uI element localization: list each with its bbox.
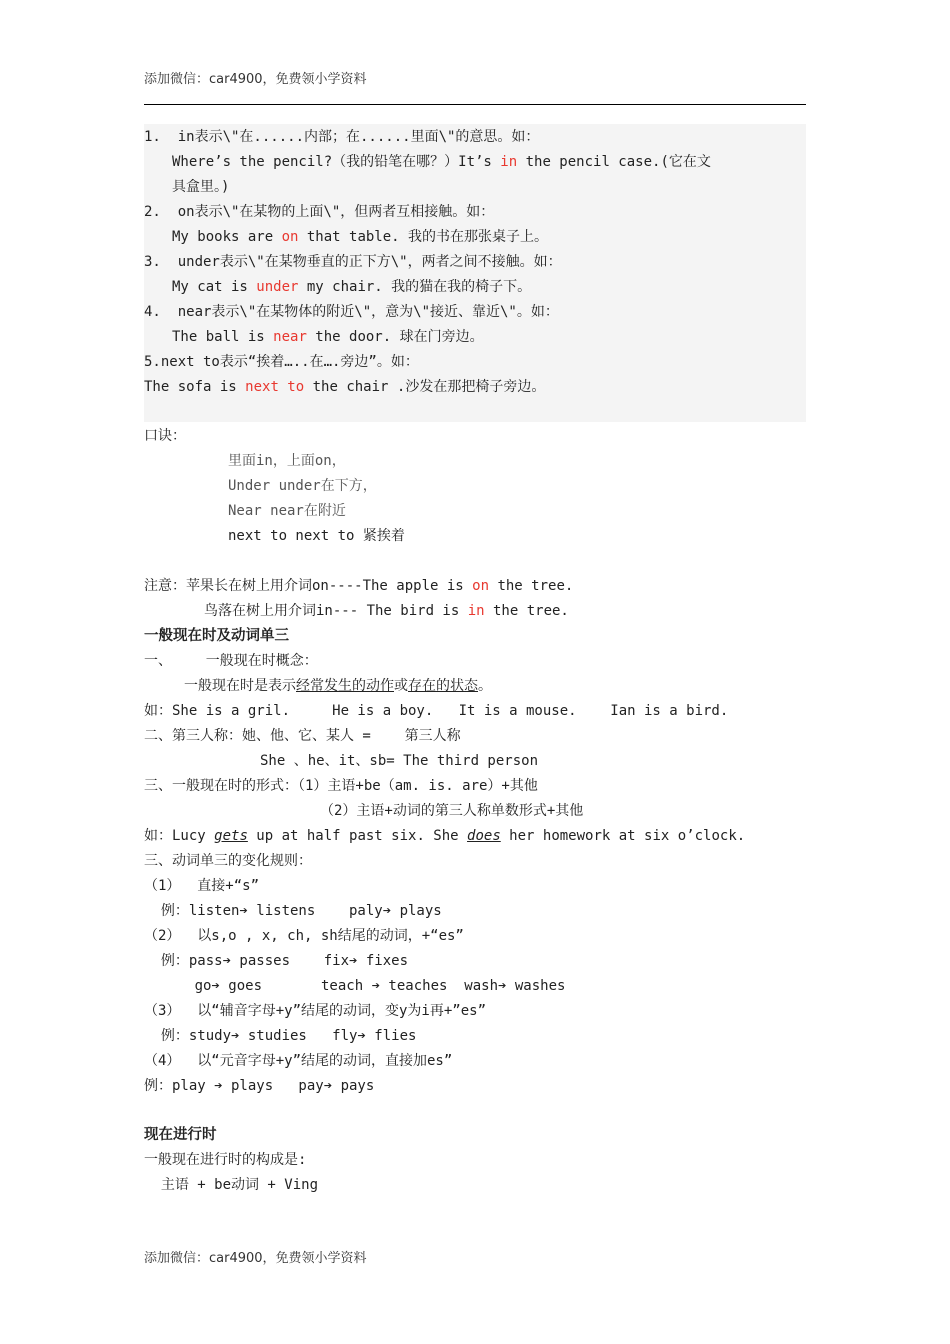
rule-1: （1） 直接+“s” [144,878,260,894]
present-simple-heading: 一般现在时及动词单三 [144,628,289,644]
highlight-next-to: next to [245,379,305,395]
rule-2: （2） 以s,o , x, ch, sh结尾的动词，+“es” [144,928,464,944]
item-in-title: 1. in表示\"在......内部；在......里面\"的意思。如： [144,129,540,145]
concept-examples: 如：She is a gril. He is a boy. It is a mouse. Ian is a bird. [144,703,729,719]
concept-definition: 一般现在时是表示经常发生的动作或存在的状态。 [184,678,492,694]
header-rule [144,104,806,105]
item-on-title: 2. on表示\"在某物的上面\"，但两者互相接触。如： [144,204,495,220]
note-bird: 鸟落在树上用介词in--- The bird is in the tree. [204,603,569,619]
rhyme-line: 里面in，上面on， [228,453,346,469]
item-in-example: Where’s the pencil?（我的铅笔在哪？）It’s in the pencil case.(它在文 [172,154,711,170]
rule-3-example: 例：study➔ studies fly➔ flies [144,1028,417,1044]
form-heading: 三、一般现在时的形式：（1）主语+be（am. is. are）+其他 [144,778,538,794]
rule-4: （4） 以“元音字母+y”结尾的动词，直接加es” [144,1053,453,1069]
header-watermark: 添加微信：car4900，免费领小学资料 [144,72,367,87]
present-continuous-heading: 现在进行时 [144,1127,217,1143]
item-under-title: 3. under表示\"在某物垂直的正下方\"，两者之间不接触。如： [144,254,562,270]
highlight-under: under [256,279,299,295]
concept-heading: 一、 一般现在时概念： [144,653,318,669]
item-under-example: My cat is under my chair. 我的猫在我的椅子下。 [172,279,532,295]
rule-4-example: 例：play ➔ plays pay➔ pays [144,1078,375,1094]
rule-2-example-2: go➔ goes teach ➔ teaches wash➔ washes [144,978,566,994]
item-in-example-cont: 具盒里。) [172,179,230,195]
highlight-on: on [281,229,299,245]
third-person-heading: 二、第三人称：她、他、它、某人 = 第三人称 [144,728,461,744]
item-near-title: 4. near表示\"在某物体的附近\"，意为\"接近、靠近\"。如： [144,304,559,320]
rule-2-example: 例：pass➔ passes fix➔ fixes [144,953,409,969]
rhyme-line: Near near在附近 [228,503,346,519]
footer-watermark: 添加微信：car4900，免费领小学资料 [144,1251,367,1266]
rule-1-example: 例：listen➔ listens paly➔ plays [144,903,442,919]
highlight-in-tree: in [467,603,485,619]
item-near-example: The ball is near the door. 球在门旁边。 [172,329,484,345]
rule-3: （3） 以“辅音字母+y”结尾的动词，变y为i再+”es” [144,1003,487,1019]
rhyme-title: 口诀： [144,428,186,444]
highlight-near: near [273,329,307,345]
item-nextto-title: 5.next to表示“挨着…..在….旁边”。如： [144,354,419,370]
item-on-example: My books are on that table. 我的书在那张桌子上。 [172,229,549,245]
item-nextto-example: The sofa is next to the chair .沙发在那把椅子旁边。 [144,379,546,395]
third-person-list: She 、he、it、sb= The third person [260,753,539,769]
continuous-formula: 主语 + be动词 + Ving [144,1177,319,1193]
continuous-intro: 一般现在进行时的构成是: [144,1152,307,1168]
highlight-in: in [500,154,518,170]
form-example: 如：Lucy gets up at half past six. She does her homework at six o’clock. [144,828,746,844]
rules-heading: 三、动词单三的变化规则： [144,853,312,869]
rhyme-line: Under under在下方， [228,478,377,494]
note-apple: 注意：苹果长在树上用介词on----The apple is on the tree. [144,578,574,594]
form-second: （2）主语+动词的第三人称单数形式+其他 [320,803,584,819]
highlight-on-tree: on [472,578,490,594]
rhyme-line: next to next to 紧挨着 [228,528,405,544]
